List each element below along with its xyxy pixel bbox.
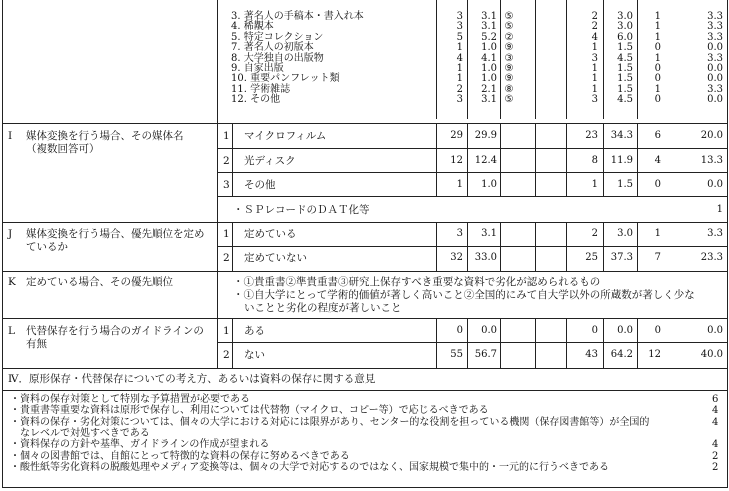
rule-line [603, 318, 604, 368]
cell-value: 0.0 [707, 42, 723, 54]
row-label: ある [244, 325, 265, 337]
cell-value: 1 [456, 179, 463, 190]
rule-line [217, 148, 727, 149]
opinion-count: 2 [712, 450, 719, 462]
section-title: 有無 [26, 338, 47, 350]
rule-line [232, 123, 233, 196]
cell-value: 0.0 [481, 325, 497, 336]
cell-value: 1 [456, 63, 463, 74]
cell-value: 1.0 [481, 73, 497, 85]
rule-line [637, 222, 638, 271]
cell-value: 3.0 [617, 11, 633, 22]
rank-badge: ② [504, 31, 514, 43]
cell-value: 3 [456, 21, 463, 33]
rule-line [467, 123, 468, 196]
rank-badge: ⑨ [504, 63, 514, 74]
rule-line [217, 172, 727, 173]
section-title: ているか [26, 241, 68, 253]
section-title: 媒体変換を行う場合、優先順位を定め [26, 228, 205, 240]
rule-line [2, 222, 727, 223]
cell-value: 0.0 [707, 179, 723, 190]
cell-value: 25 [585, 252, 598, 263]
section-title: Ⅳ．原形保存・代替保存についての考え方、あるいは資料の保存に関する意見 [8, 373, 376, 385]
cell-value: 0.0 [707, 325, 723, 336]
cell-value: 11.9 [610, 155, 633, 166]
cell-value: 40.0 [700, 349, 723, 360]
row-number: 1 [223, 130, 230, 142]
item-label: 11. 学術雑誌 [231, 83, 291, 95]
cell-value: 20.0 [700, 130, 723, 141]
item-label: 8. 大学独自の出版物 [231, 52, 324, 64]
cell-value: 1.0 [481, 42, 497, 54]
cell-value: 2 [591, 228, 598, 239]
cell-value: 2.1 [481, 83, 497, 95]
cell-value: 0.0 [707, 73, 723, 85]
cell-value: 3.1 [481, 21, 497, 33]
item-label: 7. 著名人の初版本 [231, 42, 314, 54]
cell-value: 23.3 [700, 252, 723, 263]
cell-value: 1 [654, 52, 661, 64]
cell-value: 0.0 [617, 325, 633, 336]
cell-value: 23 [585, 130, 598, 141]
cell-value: 29.9 [474, 130, 497, 141]
item-label: 12. その他 [231, 94, 281, 106]
cell-value: 1.5 [617, 42, 633, 54]
item-label: 3. 著名人の手稿本・書入れ本 [231, 11, 364, 22]
priority-line: ・①自大学にとって学術的価値が著しく高いこと②全国的にみて自大学以外の所蔵数が著しく少な [233, 289, 695, 301]
row-label: マイクロフィルム [244, 130, 327, 142]
rank-badge: ⑨ [504, 42, 514, 54]
rule-line [637, 0, 638, 119]
cell-value: 33.0 [474, 252, 497, 263]
cell-value: 3.3 [707, 228, 723, 239]
cell-value: 1 [591, 179, 598, 190]
item-label: 9. 自家出版 [231, 63, 284, 74]
cell-value: 1.0 [481, 63, 497, 74]
cell-value: 3.0 [617, 21, 633, 33]
row-number: 1 [223, 325, 230, 337]
cell-value: 12.4 [474, 155, 497, 166]
cell-value: 3.0 [617, 228, 633, 239]
cell-value: 4.5 [617, 94, 633, 106]
cell-value: 4 [654, 155, 661, 166]
cell-value: 0.0 [707, 94, 723, 106]
cell-value: 13.3 [700, 155, 723, 166]
cell-value: 32 [450, 252, 463, 263]
section-code: L [8, 325, 15, 337]
cell-value: 4.1 [481, 52, 497, 64]
cell-value: 4.5 [617, 52, 633, 64]
rule-line [436, 222, 437, 271]
rank-badge: ⑨ [504, 73, 514, 85]
cell-value: 3.1 [481, 94, 497, 106]
cell-value: 3 [456, 94, 463, 106]
rule-line [2, 318, 727, 319]
item-label: 10. 重要パンフレット類 [231, 73, 340, 85]
rule-line [566, 222, 567, 271]
cell-value: 0 [456, 325, 463, 336]
cell-value: 3 [591, 52, 598, 64]
cell-value: 1 [591, 42, 598, 54]
rule-line [535, 0, 536, 119]
row-number: 2 [223, 252, 230, 264]
cell-value: 5 [456, 31, 463, 43]
rule-line [467, 318, 468, 368]
row-number: 1 [223, 228, 230, 240]
rule-line [566, 123, 567, 196]
cell-value: 4 [456, 52, 463, 64]
rule-line [467, 0, 468, 119]
rule-line [535, 318, 536, 368]
rule-line [500, 222, 501, 271]
opinion-count: 4 [712, 405, 719, 417]
rule-line [500, 318, 501, 368]
cell-value: 2 [591, 11, 598, 22]
cell-value: 4 [591, 31, 598, 43]
opinion-count: 6 [712, 394, 719, 405]
rank-badge: ⑤ [504, 21, 514, 33]
rule-line [566, 318, 567, 368]
cell-value: 1 [591, 83, 598, 95]
cell-value: 0 [654, 42, 661, 54]
opinion-count: 4 [712, 416, 719, 428]
rank-badge: ⑤ [504, 94, 514, 106]
cell-value: 3 [456, 11, 463, 22]
opinion-text: ・資料保存の方針や基準、ガイドラインの作成が望まれる [10, 439, 270, 451]
rule-line [2, 0, 3, 488]
rule-line [2, 390, 727, 391]
rule-line [535, 222, 536, 271]
cell-value: 64.2 [610, 349, 633, 360]
cell-value: 0 [654, 94, 661, 106]
rule-line [535, 123, 536, 196]
rule-line [2, 368, 727, 369]
cell-value: 2 [591, 21, 598, 33]
rule-line [2, 271, 727, 272]
cell-value: 1 [591, 73, 598, 85]
rule-line [637, 318, 638, 368]
cell-value: 6.0 [617, 31, 633, 43]
cell-value: 1 [456, 73, 463, 85]
priority-line: ・①貴重書②準貴重書③研究上保存すべき重要な資料で劣化が認められるもの [233, 276, 601, 288]
cell-value: 0 [654, 179, 661, 190]
cell-value: 1 [654, 228, 661, 239]
cell-value: 12 [648, 349, 661, 360]
rule-line [2, 487, 728, 488]
cell-value: 1 [654, 83, 661, 95]
rule-line [566, 0, 567, 119]
cell-value: 55 [450, 349, 463, 360]
priority-line: いことと劣化の程度が著しいこと [244, 302, 402, 314]
section-title: 代替保存を行う場合のガイドラインの [26, 325, 204, 337]
opinion-count: 2 [712, 461, 719, 473]
rule-line [603, 123, 604, 196]
opinion-text: ・資料の保存対策として特別な予算措置が必要である [10, 394, 250, 405]
rule-line [436, 123, 437, 196]
cell-value: 1.0 [481, 179, 497, 190]
note-value: 1 [716, 204, 723, 215]
item-label: 4. 稀覯本 [231, 21, 274, 33]
cell-value: 3.3 [707, 52, 723, 64]
rule-line [500, 123, 501, 196]
cell-value: 56.7 [474, 349, 497, 360]
cell-value: 2 [456, 83, 463, 95]
cell-value: 3.3 [707, 83, 723, 95]
cell-value: 1 [654, 21, 661, 33]
row-label: 定めている [244, 228, 297, 240]
cell-value: 1 [654, 31, 661, 43]
cell-value: 3.3 [707, 11, 723, 22]
cell-value: 1.5 [617, 83, 633, 95]
cell-value: 43 [585, 349, 598, 360]
row-label: 定めていない [244, 252, 307, 264]
cell-value: 5.2 [481, 31, 497, 43]
cell-value: 3.1 [481, 11, 497, 22]
opinion-text: ・酸性紙等劣化資料の脱酸処理やメディア変換等は、個々の大学で対応するのではなく、国家規模で集中的・一元的に行うべきである [10, 461, 609, 473]
cell-value: 6 [654, 130, 661, 141]
rule-line [467, 222, 468, 271]
cell-value: 8 [591, 155, 598, 166]
cell-value: 1.5 [617, 179, 633, 190]
cell-value: 1 [654, 11, 661, 22]
cell-value: 3 [456, 228, 463, 239]
rule-line [232, 222, 233, 271]
rule-line [637, 123, 638, 196]
cell-value: 12 [450, 155, 463, 166]
cell-value: 29 [450, 130, 463, 141]
item-label: 5. 特定コレクション [231, 31, 324, 43]
cell-value: 3.3 [707, 31, 723, 43]
cell-value: 1.5 [617, 73, 633, 85]
rank-badge: ③ [504, 52, 514, 64]
cell-value: 0 [654, 325, 661, 336]
rule-line [603, 222, 604, 271]
rule-line [603, 0, 604, 119]
cell-value: 1 [456, 42, 463, 54]
opinion-count: 4 [712, 439, 719, 451]
rule-line [232, 318, 233, 368]
cell-value: 1.5 [617, 63, 633, 74]
row-number: 3 [223, 179, 230, 191]
section-title: 媒体変換を行う場合、その媒体名 [26, 130, 184, 142]
rule-line [217, 0, 218, 368]
row-number: 2 [223, 155, 230, 167]
cell-value: 1 [591, 63, 598, 74]
section-code: J [8, 228, 13, 240]
row-number: 2 [223, 349, 230, 361]
cell-value: 34.3 [610, 130, 633, 141]
cell-value: 3 [591, 94, 598, 106]
rule-line [436, 318, 437, 368]
cell-value: 3.3 [707, 21, 723, 33]
rank-badge: ⑧ [504, 83, 514, 95]
section-title: （複数回答可） [26, 143, 100, 155]
opinion-text: ・資料の保存・劣化対策については、個々の大学における対応には限界があり、センター的な役割を担っている機関（保存図書館等）が全国的 [10, 416, 650, 428]
rank-badge: ⑤ [504, 11, 514, 22]
section-title: 定めている場合、その優先順位 [26, 276, 173, 288]
section-code: K [8, 276, 16, 288]
cell-value: 0 [654, 73, 661, 85]
note-text: ・ＳＰレコードのＤＡＴ化等 [233, 204, 370, 216]
opinion-text: なレベルで対処すべきである [10, 427, 150, 439]
rule-line [217, 246, 727, 247]
row-label: 光ディスク [244, 155, 296, 167]
cell-value: 0 [591, 325, 598, 336]
cell-value: 0.0 [707, 63, 723, 74]
cell-value: 7 [654, 252, 661, 263]
rule-line [500, 0, 501, 119]
opinion-text: ・個々の図書館では、自館にとって特徴的な資料の保存に努めるべきである [10, 450, 350, 462]
rule-line [2, 123, 727, 124]
rule-line [727, 0, 728, 488]
row-label: その他 [244, 179, 276, 191]
rule-line [436, 0, 437, 119]
cell-value: 0 [654, 63, 661, 74]
row-label: ない [244, 349, 265, 361]
rule-line [217, 342, 727, 343]
rule-line [217, 196, 727, 197]
cell-value: 37.3 [610, 252, 633, 263]
opinion-text: ・貴重書等重要な資料は原形で保存し、利用については代替物（マイクロ、コピー等）で応じるべきである [10, 405, 489, 417]
cell-value: 3.1 [481, 228, 497, 239]
section-code: I [8, 130, 13, 142]
